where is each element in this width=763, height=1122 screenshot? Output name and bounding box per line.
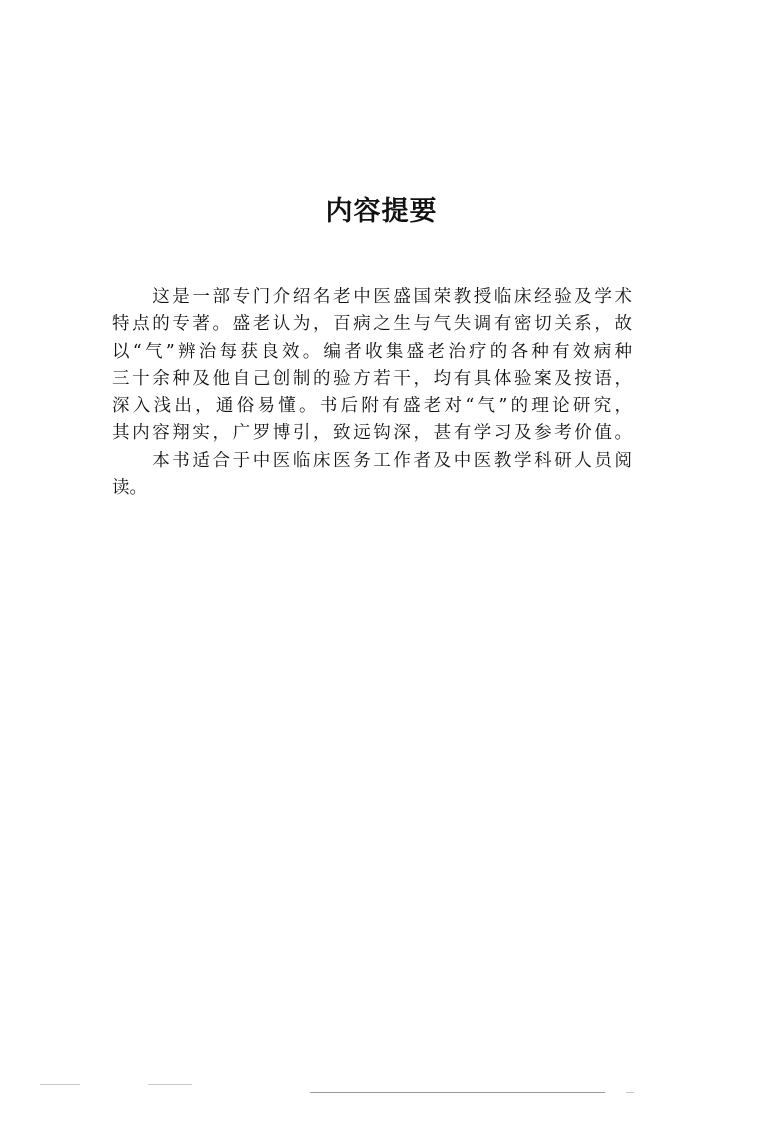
text-line: 以“气”辨治每获良效。编者收集盛老治疗的各种有效病种 [112,341,632,362]
text-line: 深入浅出，通俗易懂。书后附有盛老对“气”的理论研究， [112,396,632,417]
text-line: 其内容翔实，广罗博引，致远钩深，甚有学习及参考价值。 [112,423,632,444]
scan-artifact [626,1092,634,1093]
page-title: 内容提要 [325,196,438,227]
text-line: 读。 [112,478,147,499]
scan-artifact [148,1084,192,1085]
scan-artifact [310,1092,605,1093]
text-line: 三十余种及他自己创制的验方若干，均有具体验案及按语， [112,368,632,389]
scan-artifact [40,1084,80,1085]
text-line: 特点的专著。盛老认为，百病之生与气失调有密切关系，故 [112,314,632,335]
summary-text [112,284,632,502]
text-line: 这是一部专门介绍名老中医盛国荣教授临床经验及学术 [112,287,632,307]
text-line: 本书适合于中医临床医务工作者及中医教学科研人员阅 [112,450,632,471]
